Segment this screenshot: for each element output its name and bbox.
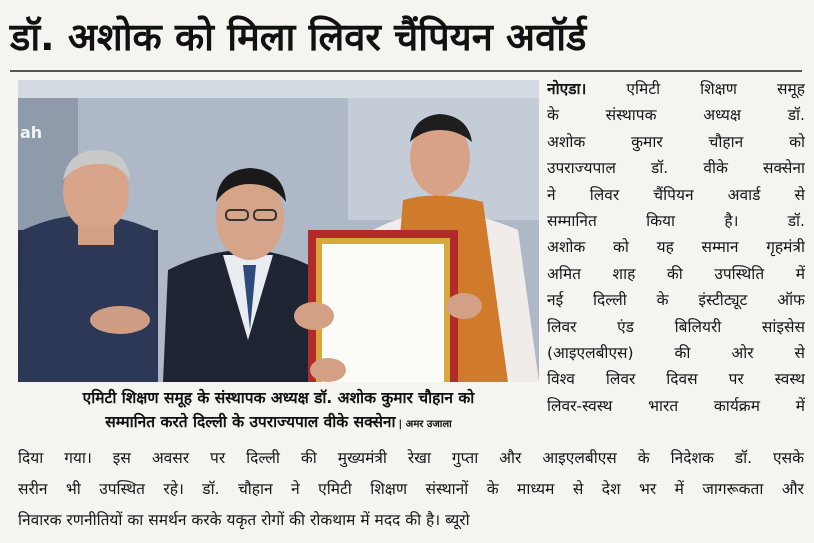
column-line-1 [547,76,805,102]
bottom-line-2: सरीन भी उपस्थित रहे। डॉ. चौहान ने एमिटी शिक्षण संस्थानों के माध्यम से देश भर में जागरूकता और [18,480,804,498]
news-photo [18,80,539,382]
column-line-12: विश्व लिवर दिवस पर स्वस्थ [547,370,805,389]
column-line-9: नई दिल्ली के इंस्टीट्यूट ऑफ [547,291,805,310]
column-line-6: सम्मानित किया है। डॉ. [547,211,805,230]
column-line-2: के संस्थापक अध्यक्ष डॉ. [547,106,805,125]
photo-caption [18,386,539,438]
column-line-11: (आइएलबीएस) की ओर से [547,343,805,362]
caption-line-1: एमिटी शिक्षण समूह के संस्थापक अध्यक्ष डॉ. अशोक कुमार चौहान को [82,389,475,407]
dateline: नोएडा। [547,80,587,98]
caption-line-2-text: सम्मानित करते दिल्ली के उपराज्यपाल वीके सक्सेना [105,413,396,431]
column-line-5: ने लिवर चैंपियन अवार्ड से [547,185,805,204]
bottom-line-1: दिया गया। इस अवसर पर दिल्ली की मुख्यमंत्री रेखा गुप्ता और आइएलबीएस के निदेशक डॉ. एसके [18,449,804,467]
article-continuation [18,443,804,536]
backdrop-text: ah [20,123,43,142]
headline-rule [10,70,802,72]
column-line-1-text: एमिटी शिक्षण समूह [626,80,805,98]
article-column [547,76,805,419]
award-ceremony-photo [18,80,539,382]
bottom-line-3: निवारक रणनीतियों का समर्थन करके यकृत रोगों की रोकथाम में मदद की है। ब्यूरो [18,511,470,529]
headline: डॉ. अशोक को मिला लिवर चैंपियन अवॉर्ड [10,15,587,59]
column-line-13: लिवर-स्वस्थ भारत कार्यक्रम में [547,396,805,415]
column-line-3: अशोक कुमार चौहान को [547,132,805,151]
caption-line-2 [18,410,539,437]
column-line-10: लिवर एंड बिलियरी सांइसेस [547,317,805,336]
photo-credit: | अमर उजाला [398,419,452,430]
column-line-8: अमित शाह की उपस्थिति में [547,264,805,283]
column-line-7: अशोक को यह सम्मान गृहमंत्री [547,238,805,257]
column-line-4: उपराज्यपाल डॉ. वीके सक्सेना [547,159,805,178]
